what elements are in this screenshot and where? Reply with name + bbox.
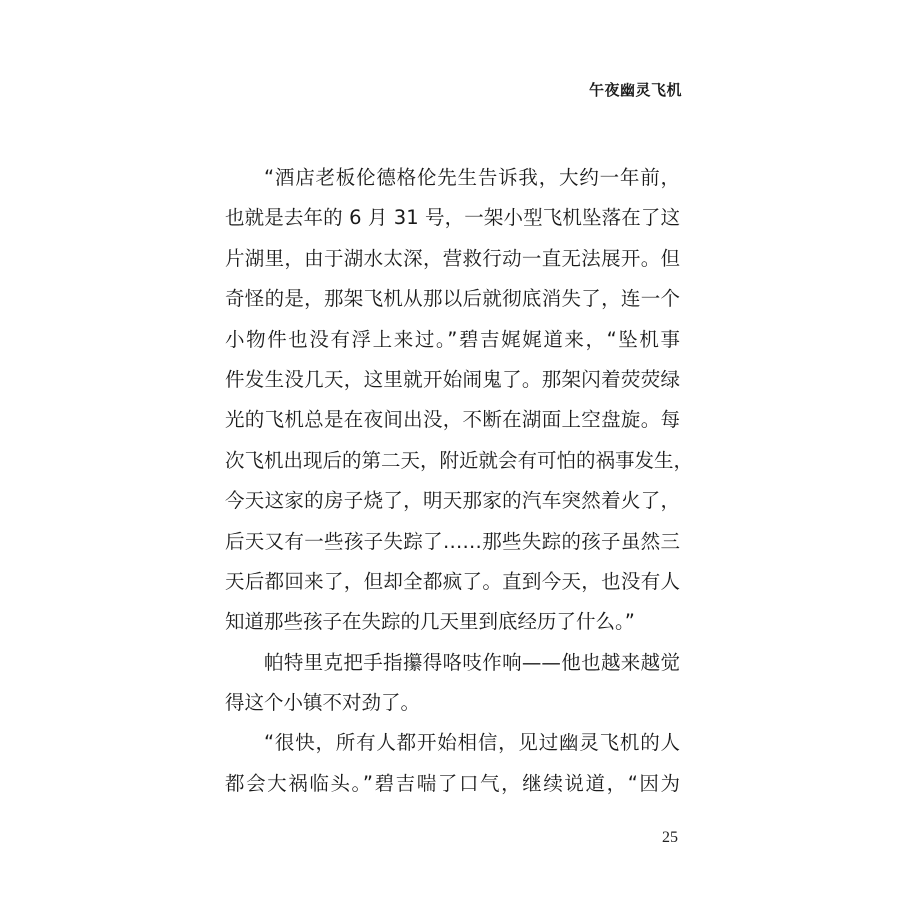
running-title: 午夜幽灵飞机 xyxy=(588,81,682,99)
paragraph-line: 今天这家的房子烧了，明天那家的汽车突然着火了， xyxy=(225,489,680,513)
paragraph-line: 奇怪的是，那架飞机从那以后就彻底消失了，连一个 xyxy=(225,287,680,311)
paragraph-line: 都会大祸临头。”碧吉喘了口气，继续说道，“因为 xyxy=(225,771,680,795)
body-text xyxy=(225,158,694,804)
paragraph-line: 次飞机出现后的第二天，附近就会有可怕的祸事发生， xyxy=(225,448,694,472)
paragraph-line: “酒店老板伦德格伦先生告诉我，大约一年前， xyxy=(264,166,680,189)
paragraph-line: 天后都回来了，但却全都疯了。直到今天，也没有人 xyxy=(225,569,680,593)
page-number: 25 xyxy=(662,829,678,846)
paragraph-line: 知道那些孩子在失踪的几天里到底经历了什么。” xyxy=(225,610,635,634)
paragraph-line: “很快，所有人都开始相信，见过幽灵飞机的人 xyxy=(264,731,680,755)
paragraph-line: 小物件也没有浮上来过。”碧吉娓娓道来，“坠机事 xyxy=(225,327,680,351)
paragraph-line: 帕特里克把手指攥得咯吱作响——他也越来越觉 xyxy=(264,650,680,674)
paragraph-line: 也就是去年的 6 月 31 号，一架小型飞机坠落在了这 xyxy=(225,206,680,230)
paragraph-line: 件发生没几天，这里就开始闹鬼了。那架闪着荧荧绿 xyxy=(225,367,680,391)
paragraph-line: 片湖里，由于湖水太深，营救行动一直无法展开。但 xyxy=(225,246,680,270)
paragraph-line: 得这个小镇不对劲了。 xyxy=(225,691,421,715)
paragraph-line: 后天又有一些孩子失踪了……那些失踪的孩子虽然三 xyxy=(225,529,680,553)
paragraph-line: 光的飞机总是在夜间出没，不断在湖面上空盘旋。每 xyxy=(225,408,680,432)
